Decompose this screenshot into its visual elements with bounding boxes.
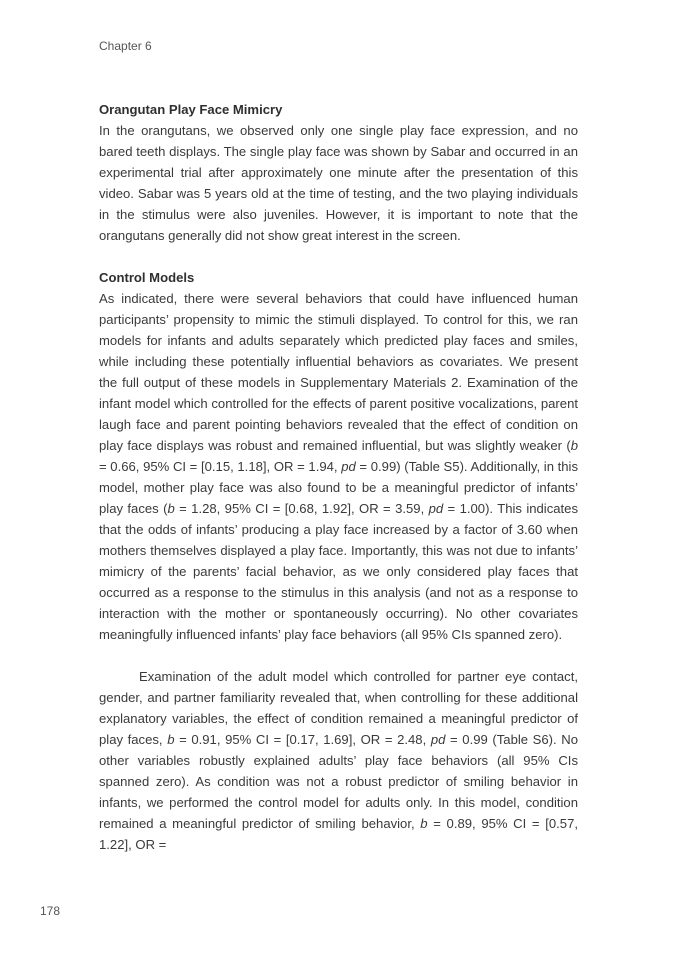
running-header: Chapter 6 [99,39,152,53]
page-number: 178 [40,904,61,918]
body-paragraph-infant-model: As indicated, there were several behaviors that could have influenced human participants’ propensity to mimic the stimuli displayed. To control for this, we ran models for infants and adults separately which predicted play faces and smiles, while including these potentially influential behaviors as covariates. We present the full output of these models in Supplementary Materials 2. Examination of the infant model which controlled for the effects of parent positive vocalizations, parent laugh face and parent pointing behaviors revealed that the effect of condition on play face displays was robust and remained influential, but was slightly weaker (b = 0.66, 95% CI = [0.15, 1.18], OR = 1.94, pd = 0.99) (Table S5). Additionally, in this model, mother play face was also found to be a meaningful predictor of infants’ play faces (b = 1.28, 95% CI = [0.68, 1.92], OR = 3.59, pd = 1.00). This indicates that the odds of infants’ producing a play face increased by a factor of 3.60 when mothers themselves displayed a play face. Importantly, this was not due to infants’ mimicry of the parents’ facial behavior, as we only considered play faces that occurred as a response to the stimulus in this analysis (and not as a response to interaction with the mother or spontaneously occurring). No other covariates meaningfully influenced infants’ play face behaviors (all 95% CIs spanned zero). [99,291,579,642]
body-paragraph-orangutan: In the orangutans, we observed only one single play face expression, and no bared teeth displays. The single play face was shown by Sabar and occurred in an experimental trial after approximately one minute after the presentation of this video. Sabar was 5 years old at the time of testing, and the two playing individuals in the stimulus were also juveniles. However, it is important to note that the orangutans generally did not show great interest in the screen. [99,123,578,243]
body-paragraph-adult-model: Examination of the adult model which controlled for partner eye contact, gender, and partner familiarity revealed that, when controlling for these additional explanatory variables, the effect of condition remained a meaningful predictor of play faces, b = 0.91, 95% CI = [0.17, 1.69], OR = 2.48, pd = 0.99 (Table S6). No other variables robustly explained adults’ play face behaviors (all 95% CIs spanned zero). As condition was not a robust predictor of smiling behavior in infants, we performed the control model for adults only. In this model, condition remained a meaningful predictor of smiling behavior, b = 0.89, 95% CI = [0.57, 1.22], OR = [99,669,579,852]
section-heading-orangutan: Orangutan Play Face Mimicry [99,102,283,117]
section-heading-control-models: Control Models [99,270,195,285]
page-body [99,99,578,855]
